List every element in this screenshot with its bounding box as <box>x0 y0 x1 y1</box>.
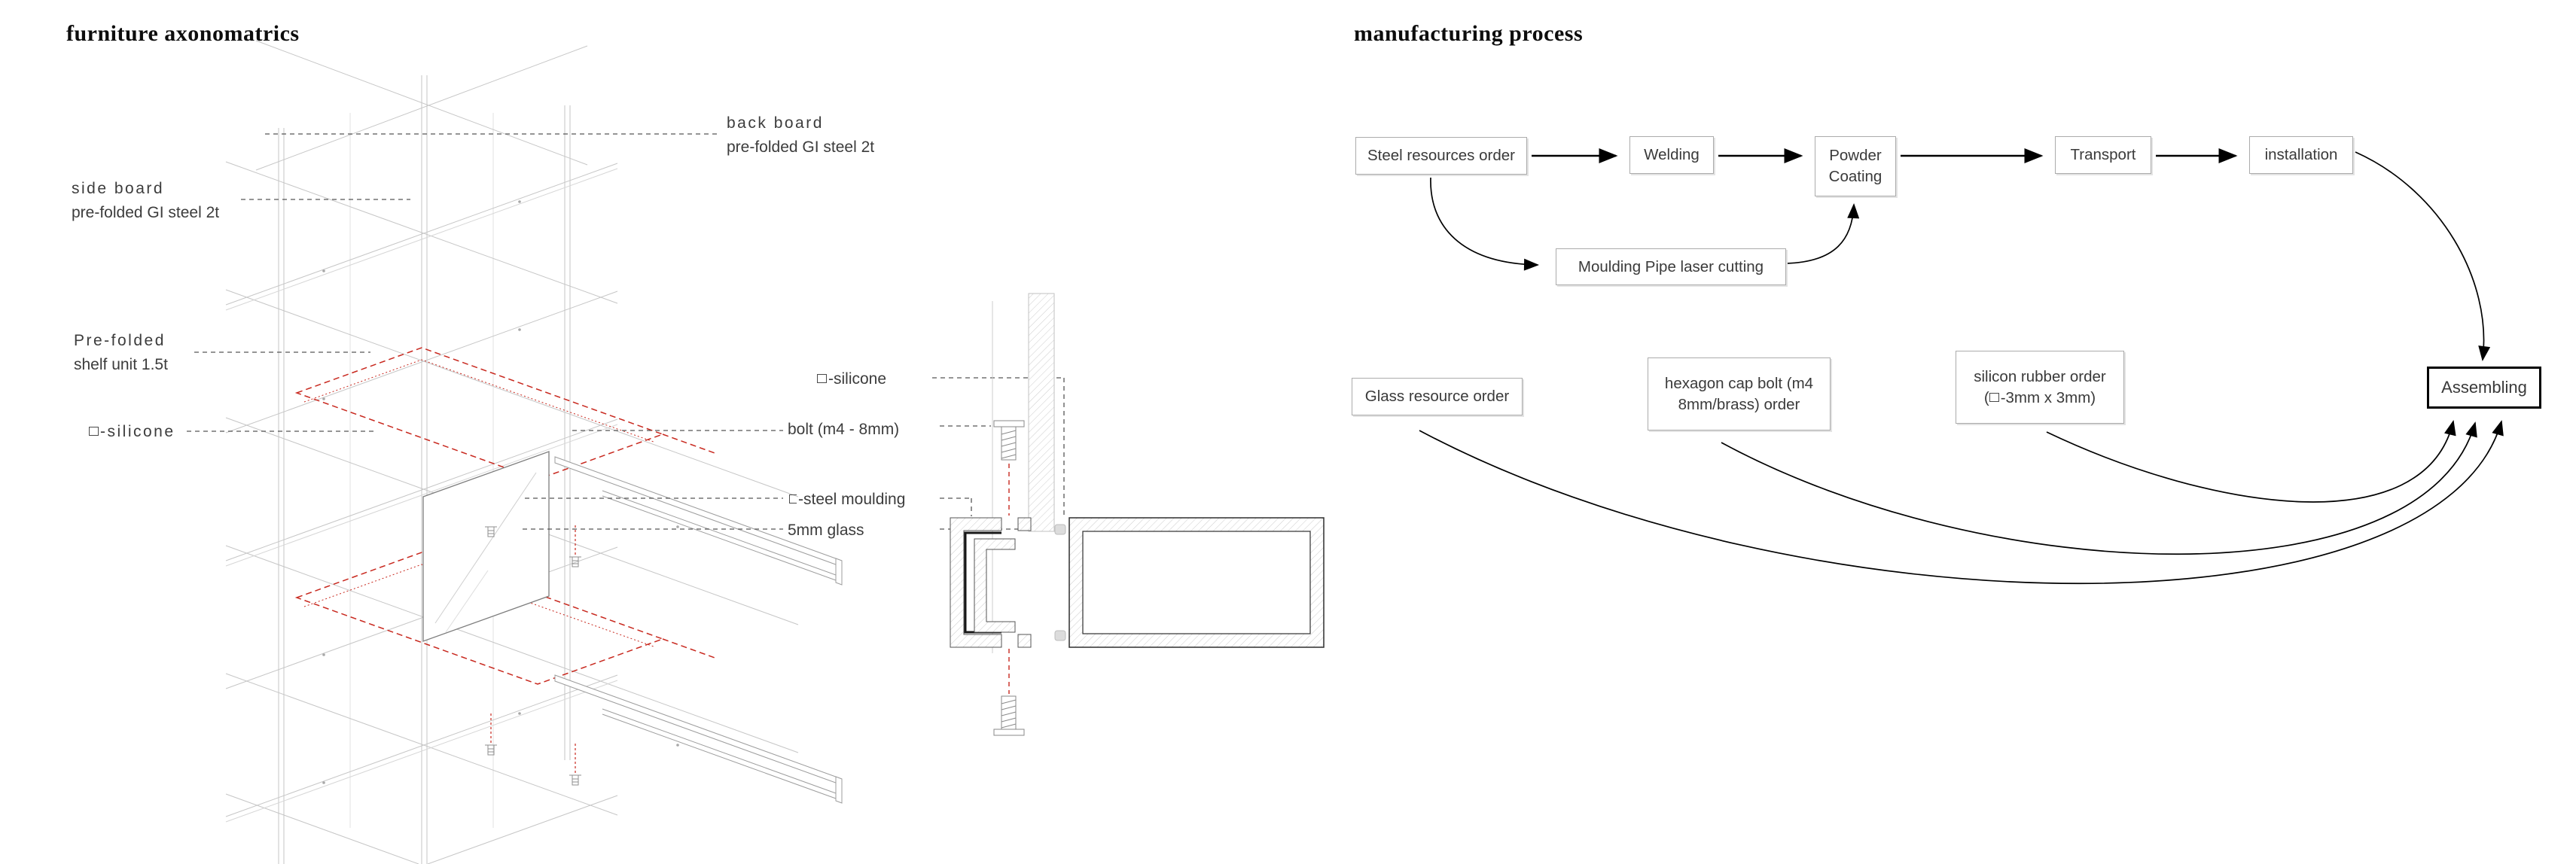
node-moulding-pipe-laser-cutting: Moulding Pipe laser cutting <box>1556 248 1786 285</box>
label-shelf-unit: Pre-folded shelf unit 1.5t <box>74 332 168 373</box>
node-welding: Welding <box>1629 136 1714 174</box>
label-side-board: side board pre-folded GI steel 2t <box>72 180 220 221</box>
label-5mm-glass: 5mm glass <box>788 522 864 539</box>
arrow-silicon-to-assembling <box>2047 421 2453 502</box>
left-panel-title: furniture axonomatrics <box>66 21 300 46</box>
node-installation: installation <box>2249 136 2353 174</box>
flowchart-arrows <box>1348 0 2576 864</box>
node-powder-coating: Powder Coating <box>1815 136 1896 196</box>
node-hexagon-cap-bolt-order: hexagon cap bolt (m4 8mm/brass) order <box>1648 357 1831 430</box>
label-silicone-axo: -silicone <box>89 420 175 444</box>
label-bolt: bolt (m4 - 8mm) <box>788 421 900 438</box>
c-channel-profile-icon <box>789 494 797 503</box>
label-silicone-detail: -silicone <box>817 367 886 391</box>
glass-panel <box>423 452 549 641</box>
label-leaders <box>187 134 1064 529</box>
arrow-hexbolt-to-assembling <box>1721 423 2475 554</box>
section-detail <box>950 294 1324 735</box>
label-back-board: back board pre-folded GI steel 2t <box>727 114 875 156</box>
node-glass-resource-order: Glass resource order <box>1352 378 1523 415</box>
node-silicon-rubber-order: silicon rubber order ( -3mm x 3mm) <box>1956 351 2124 424</box>
square-profile-icon <box>89 427 99 436</box>
right-panel-title: manufacturing process <box>1354 21 1584 46</box>
node-steel-resources-order: Steel resources order <box>1355 137 1527 175</box>
arrow-glass-to-assembling <box>1419 421 2501 583</box>
arrow-installation-to-assembling <box>2355 152 2484 360</box>
square-profile-icon <box>1989 393 1999 402</box>
square-profile-icon <box>817 374 827 383</box>
label-steel-moulding: -steel moulding <box>789 488 905 512</box>
node-assembling: Assembling <box>2427 367 2541 409</box>
arrow-steel-to-moulding <box>1431 178 1538 265</box>
node-transport: Transport <box>2055 136 2151 174</box>
arrow-moulding-to-powder <box>1786 205 1854 263</box>
